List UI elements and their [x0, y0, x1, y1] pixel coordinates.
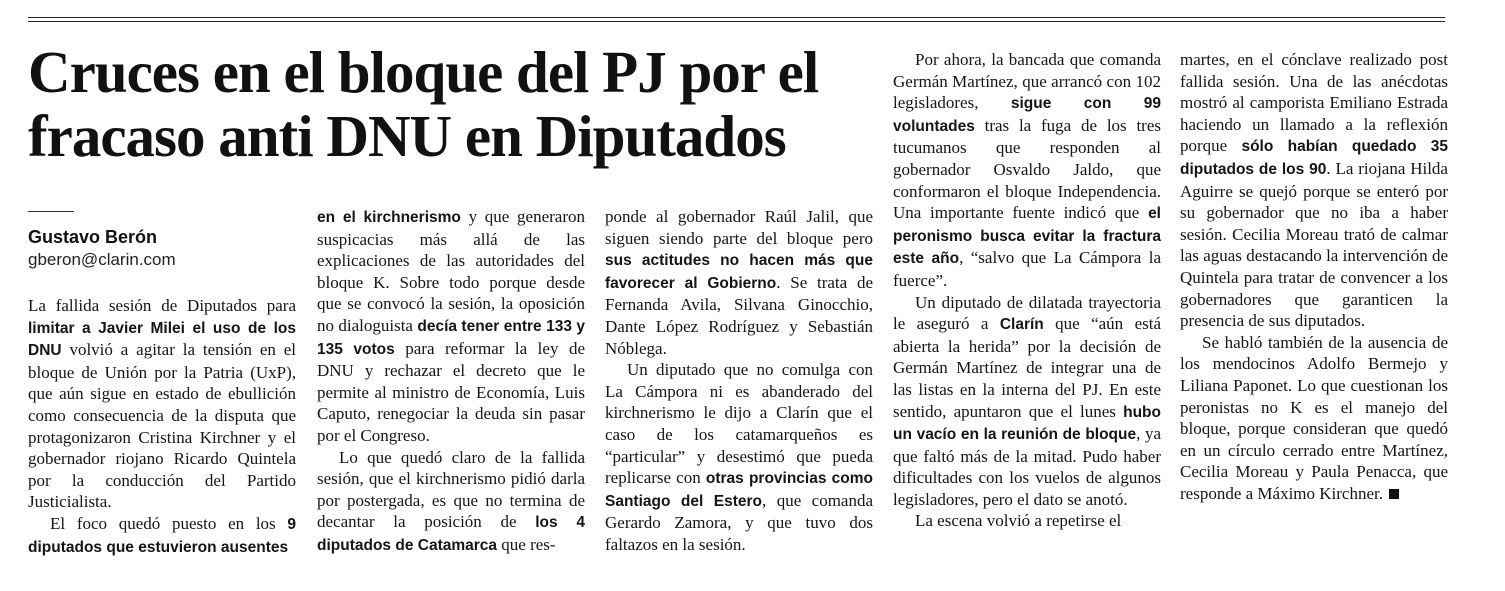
text: que res- [497, 534, 556, 554]
bold-text: decía tener entre 133 y 135 votos [317, 317, 585, 358]
bold-text: otras provincias como Santiago del Estero [605, 470, 873, 510]
article-column-5 [1180, 49, 1448, 504]
text: , que comanda Gerardo Zamora, y que tuvo dos faltazos en la sesión. [605, 490, 874, 554]
text: . La riojana Hilda Aguirre se quejó porque se enteró por su gobernador que no iba a haber sesión. Cecilia Moreau trató de calmar las aguas destacando la intervención de Quintela para tratar de convencer a los gobernadores que garanticen la presencia de sus diputados. [1180, 158, 1448, 331]
byline-divider [28, 211, 74, 212]
paragraph [893, 49, 1161, 292]
text: martes, en el cónclave realizado post fallida sesión. Una de las anécdotas mostró al camporista Emiliano Estrada haciendo un llamado a la reflexión porque [1180, 50, 1448, 156]
bold-text: hubo un vacío en la reunión de bloque [893, 403, 1161, 444]
bold-text: sigue con 99 voluntades [893, 95, 1161, 135]
bold-text: sus actitudes no hacen más que favorecer al Gobierno [605, 252, 873, 292]
paragraph [28, 513, 296, 558]
article-column-4 [893, 49, 1161, 532]
paragraph [893, 510, 1161, 532]
bold-text: 9 diputados que estuvieron ausentes [28, 515, 296, 556]
paragraph [605, 206, 873, 359]
bold-text: los 4 diputados de Catamarca [317, 514, 585, 554]
text: Por ahora, la bancada que comanda Germán Martínez, que arrancó con 102 legisladores, [893, 50, 1161, 113]
bold-text: Clarín [999, 316, 1044, 334]
text: volvió a agitar la tensión en el bloque de Unión por la Patria (UxP), que aún sigue en estado de ebullición como consecuencia de la disputa que protagonizaron Cristina Kirchner y el gobernador riojano Ricardo Quintela por la conducción del Partido Justicialista. [28, 340, 296, 512]
end-of-article-mark [1389, 489, 1399, 499]
text: para reformar la ley de DNU y rechazar el decreto que le permite al ministro de Economía, Luis Caputo, renegociar la deuda sin pasar por el Congreso. [317, 338, 585, 445]
article-column-3 [605, 206, 873, 556]
paragraph [317, 447, 585, 557]
article-column-1 [28, 295, 296, 558]
author-name: Gustavo Berón [28, 227, 158, 247]
article-column-2 [317, 206, 585, 557]
bold-text: en el kirchnerismo [317, 209, 461, 226]
top-rule [28, 17, 1445, 18]
top-rule-secondary [28, 21, 1445, 22]
paragraph [317, 206, 585, 447]
headline: Cruces en el bloque del PJ por el fracaso anti DNU en Diputados [28, 39, 819, 169]
paragraph [893, 292, 1161, 511]
text: La fallida sesión de Diputados para [28, 296, 296, 315]
bold-text: limitar a Javier Milei el uso de los DNU [28, 319, 296, 360]
bold-text: el peronismo busca evitar la fractura este año [893, 205, 1161, 268]
text: y que generaron suspicacias más allá de las explicaciones de las autoridades del bloque K. Sobre todo porque desde que se convocó la sesión, la oposición no dialoguista [317, 207, 585, 335]
bold-text: sólo habían quedado 35 diputados de los 90 [1180, 138, 1448, 178]
text: Un diputado de dilatada trayectoria le aseguró a [893, 292, 1161, 334]
text: que “aún está abierta la herida” por la decisión de Germán Martínez de integrar una de las listas en la interna del PJ. En este sentido, apuntaron que el lunes [893, 314, 1161, 421]
text: tras la fuga de los tres tucumanos que responden al gobernador Osvaldo Jaldo, que conformaron el bloque Independencia. Una importante fuente indicó que [893, 115, 1161, 223]
paragraph [1180, 332, 1448, 505]
text: , “salvo que La Cámpora la fuerce”. [893, 248, 1161, 290]
text: Un diputado que no comulga con La Cámpora ni es abanderado del kirchnerismo le dijo a Clarín que el caso de los catamarqueños es “particular” y desestimó que pueda replicarse con [605, 360, 873, 488]
text: La escena volvió a repetirse el [915, 511, 1122, 531]
text: . Se trata de Fernanda Avila, Silvana Ginocchio, Dante López Rodríguez y Sebastián Nóblega. [605, 272, 873, 358]
text: El foco quedó puesto en los [50, 513, 288, 533]
text: , ya que faltó más de la mitad. Pudo haber dificultades con los vuelos de algunos legisladores, pero el dato se anotó. [893, 424, 1161, 509]
text: ponde al gobernador Raúl Jalil, que siguen siendo parte del bloque pero [605, 207, 873, 248]
paragraph [28, 295, 296, 513]
text: Lo que quedó claro de la fallida sesión, que el kirchnerismo pidió darla por postergada, es que no termina de decantar la posición de [317, 447, 585, 532]
author-email[interactable]: gberon@clarin.com [28, 250, 176, 269]
paragraph [1180, 49, 1448, 332]
paragraph [605, 359, 873, 555]
text: Se habló también de la ausencia de los mendocinos Adolfo Bermejo y Liliana Paponet. Lo que cuestionan los peronistas no K es el manejo del bloque, porque consideran que quedó en un círculo cerrado entre Martínez, Cecilia Moreau y Paula Penacca, que responde a Máximo Kirchner. [1180, 332, 1448, 503]
